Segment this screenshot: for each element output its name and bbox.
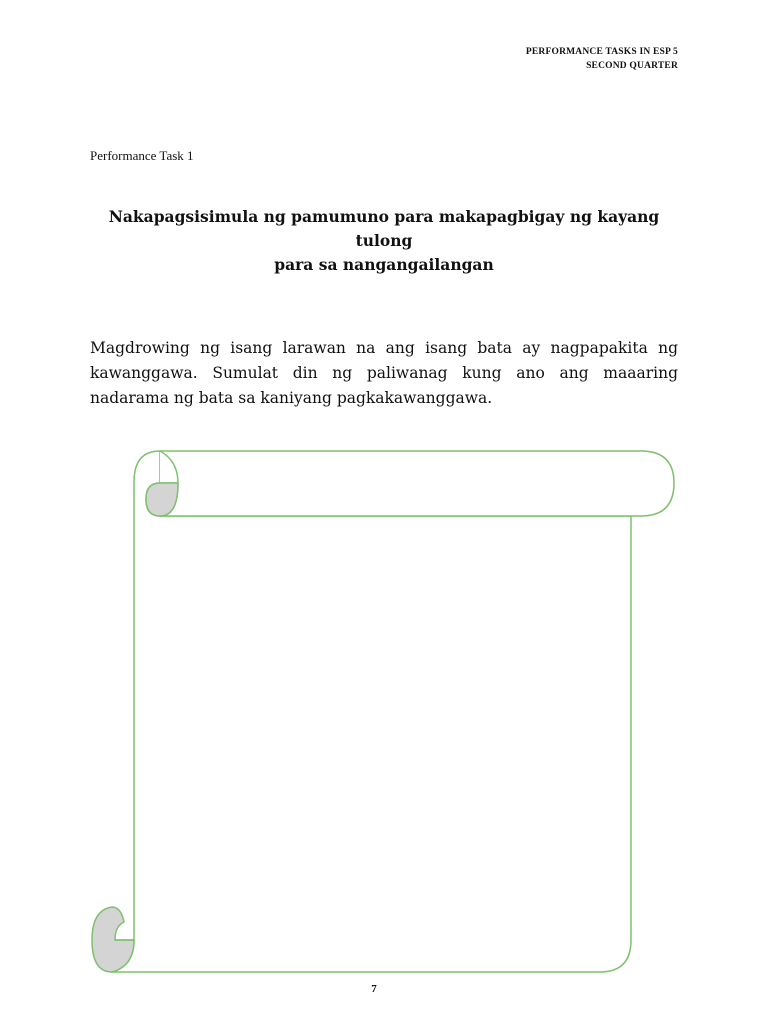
task-title-line-2: para sa nangangailangan	[274, 255, 494, 274]
header-quarter: SECOND QUARTER	[586, 61, 678, 71]
task-instructions: Magdrowing ng isang larawan na ang isang bata ay nagpapakita ng kawanggawa. Sumulat din ng paliwanag kung ano ang maaaring nadarama ng bata sa kaniyang pagkakawanggawa.	[90, 338, 678, 407]
header-subject: PERFORMANCE TASKS IN ESP 5	[525, 47, 678, 57]
task-label: Performance Task 1	[90, 148, 194, 163]
scroll-body	[112, 451, 631, 972]
task-title-line-1: Nakapagsisimula ng pamumuno para makapagbigay ng kayang tulong	[108, 207, 660, 250]
scroll-top-roll	[160, 451, 674, 516]
page-number: 7	[371, 983, 377, 995]
